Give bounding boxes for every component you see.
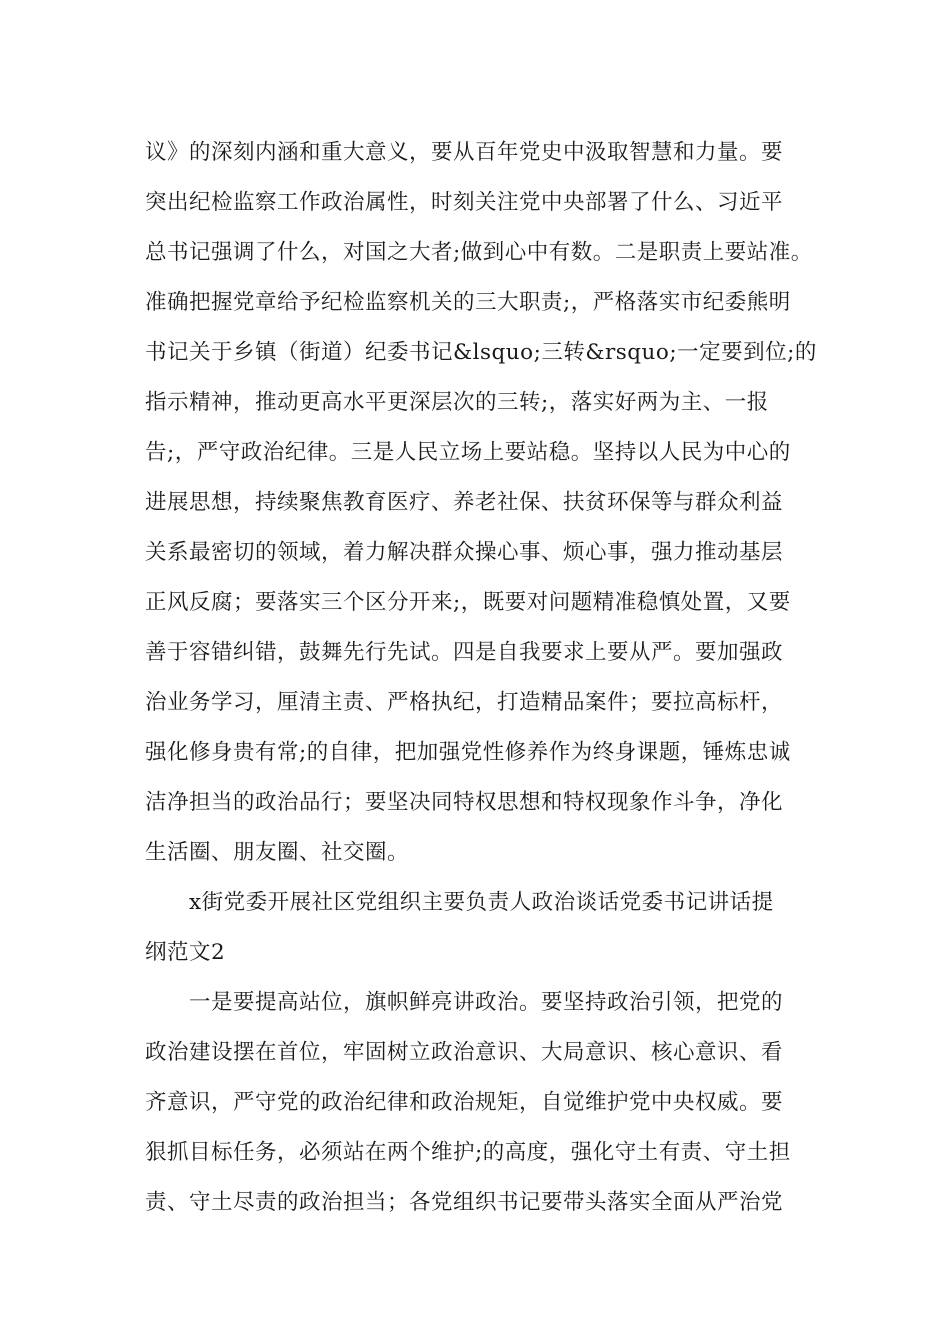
body-text-line: 准确把握党章给予纪检监察机关的三大职责;，严格落实市纪委熊明 <box>145 290 791 315</box>
body-text-line: 议》的深刻内涵和重大意义，要从百年党史中汲取智慧和力量。要 <box>145 140 784 165</box>
body-text-line: 总书记强调了什么，对国之大者;做到心中有数。二是职责上要站准。 <box>145 240 813 265</box>
body-text-line: 齐意识，严守党的政治纪律和政治规矩，自觉维护党中央权威。要 <box>145 1090 784 1115</box>
body-text-line: 进展思想，持续聚焦教育医疗、养老社保、扶贫环保等与群众利益 <box>145 490 784 515</box>
body-text-line: 强化修身贵有常;的自律，把加强党性修养作为终身课题，锤炼忠诚 <box>145 740 791 765</box>
body-text-line: 告;，严守政治纪律。三是人民立场上要站稳。坚持以人民为中心的 <box>145 440 791 465</box>
body-text-line: 洁净担当的政治品行；要坚决同特权思想和特权现象作斗争，净化 <box>145 790 784 815</box>
body-text-line: 生活圈、朋友圈、社交圈。 <box>145 840 410 865</box>
body-text-line: 关系最密切的领域，着力解决群众操心事、烦心事，强力推动基层 <box>145 540 784 565</box>
body-text-line: 指示精神，推动更高水平更深层次的三转;，落实好两为主、一报 <box>145 390 769 415</box>
body-text-line: 狠抓目标任务，必须站在两个维护;的高度，强化守土有责、守土担 <box>145 1140 791 1165</box>
body-text-line: 突出纪检监察工作政治属性，时刻关注党中央部署了什么、习近平 <box>145 190 784 215</box>
section-heading-line: x街党委开展社区党组织主要负责人政治谈话党委书记讲话提 <box>189 890 774 915</box>
body-text-line: 责、守土尽责的政治担当；各党组织书记要带头落实全面从严治党 <box>145 1190 784 1215</box>
body-text-line: 书记关于乡镇（街道）纪委书记&lsquo;三转&rsquo;一定要到位;的 <box>145 340 817 365</box>
body-text-line: 正风反腐；要落实三个区分开来;，既要对问题精准稳慎处置，又要 <box>145 590 791 615</box>
body-text-line: 治业务学习，厘清主责、严格执纪，打造精品案件；要拉高标杆， <box>145 690 784 715</box>
body-text-line: 政治建设摆在首位，牢固树立政治意识、大局意识、核心意识、看 <box>145 1040 784 1065</box>
section-heading-line: 纲范文2 <box>145 940 226 965</box>
body-text-line: 善于容错纠错，鼓舞先行先试。四是自我要求上要从严。要加强政 <box>145 640 784 665</box>
body-text-line: 一是要提高站位，旗帜鲜亮讲政治。要坚持政治引领，把党的 <box>189 990 784 1015</box>
